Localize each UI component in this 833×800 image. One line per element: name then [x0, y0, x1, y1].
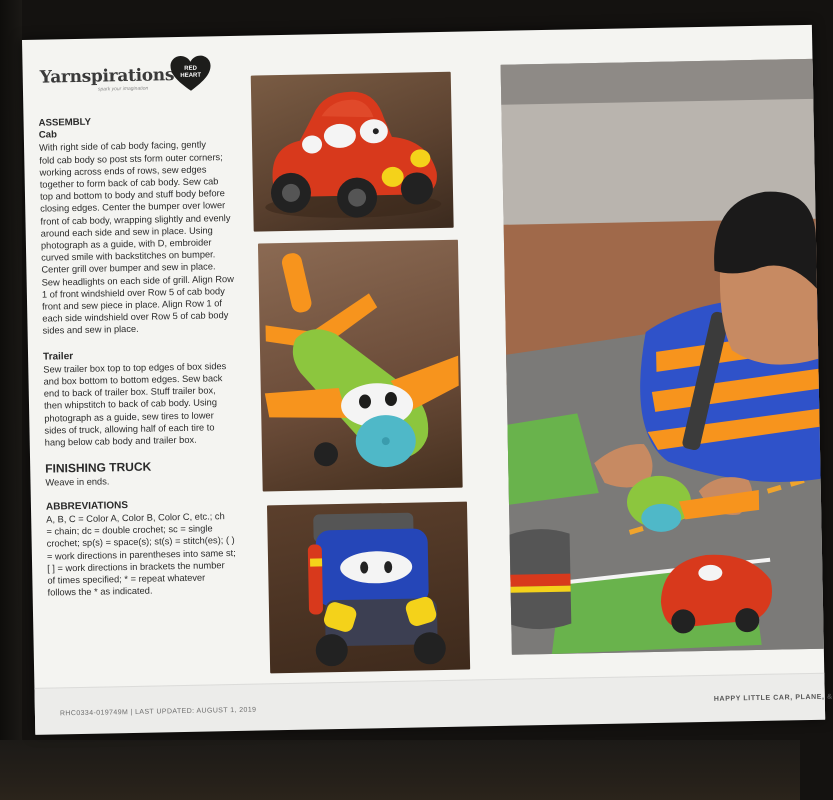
- pattern-title: HAPPY LITTLE CAR, PLANE, &: [713, 693, 833, 703]
- finishing-heading: FINISHING TRUCK: [45, 459, 152, 476]
- trailer-instructions: [43, 359, 257, 448]
- text-line: 1 of front windshield over Row 5 of cab body: [41, 285, 225, 300]
- text-line: hang below cab body and trailer box.: [44, 434, 197, 448]
- screen-bezel-left: [0, 0, 22, 800]
- text-line: of times specified; * = repeat whatever: [47, 572, 206, 586]
- text-line: working across ends of rows, sew edges: [39, 164, 207, 178]
- instructions-column: [38, 114, 259, 599]
- text-line: With right side of cab body facing, gently: [38, 139, 207, 154]
- text-line: [ ] = work directions in brackets the number: [47, 559, 225, 574]
- finishing-text: Weave in ends.: [45, 476, 110, 489]
- photo-crochet-truck: [267, 502, 470, 674]
- text-line: crochet; sp(s) = space(s); st(s) = stitch(es); ( ): [46, 535, 235, 549]
- text-line: fold cab body so post sts form outer corners;: [39, 151, 223, 166]
- text-line: photograph as a guide, with D, embroider: [40, 237, 212, 251]
- photo-child-playing: [501, 59, 824, 655]
- text-line: end to back of trailer box. Stuff trailer box,: [43, 385, 216, 399]
- text-line: Sew headlights on each side of grill. Align Row: [41, 273, 234, 288]
- text-line: front and sew piece in place. Align Row 1 of: [42, 298, 223, 312]
- yarnspirations-logo: [39, 65, 181, 93]
- cab-heading: Cab: [38, 129, 58, 141]
- pattern-code: RHC0334-019749M | LAST UPDATED: AUGUST 1, 2019: [59, 706, 257, 718]
- text-line: = work directions in parentheses into same st;: [46, 547, 236, 562]
- photo-crochet-plane: [258, 240, 463, 492]
- assembly-heading: ASSEMBLY: [38, 116, 92, 129]
- text-line: sides and sew in place.: [42, 324, 139, 337]
- text-line: photograph as a guide, sew tires to lower: [44, 410, 214, 424]
- photo-crochet-car: [251, 72, 454, 232]
- text-line: together to form back of cab body. Sew cab: [39, 176, 219, 190]
- text-line: and box bottom to bottom edges. Sew back: [43, 373, 223, 387]
- text-line: Center grill over bumper and sew in place.: [41, 261, 216, 276]
- red-heart-logo-icon: [168, 54, 213, 93]
- text-line: sides of truck, allowing half of each tire to: [44, 422, 215, 436]
- brand-tagline: spark your imagination: [97, 85, 149, 93]
- text-line: around each side and sew in place. Using: [40, 225, 213, 239]
- trailer-heading: Trailer: [42, 350, 74, 363]
- text-line: closing edges. Center the bumper over lower: [40, 200, 226, 215]
- text-line: curved smile with backstitches on bumper.: [41, 249, 216, 263]
- page-footer: [34, 673, 833, 735]
- text-line: each side windshield over Row 5 of cab body: [42, 310, 229, 324]
- desk-surface: [0, 740, 800, 800]
- text-line: top and bottom to body and stuff body before: [39, 188, 225, 202]
- text-line: front of cab body, wrapping slightly and evenly: [40, 212, 231, 227]
- svg-text:RED: RED: [184, 65, 197, 72]
- svg-text:HEART: HEART: [180, 72, 202, 79]
- text-line: A, B, C = Color A, Color B, Color C, etc.; ch: [46, 511, 225, 525]
- text-line: Sew trailer box top to top edges of box sides: [43, 360, 227, 375]
- pattern-page: [22, 25, 833, 734]
- brand-name: Yarnspirations: [39, 65, 175, 88]
- text-line: follows the * as indicated.: [47, 585, 153, 598]
- text-line: then whipstitch to back of cab body. Using: [43, 397, 218, 412]
- abbreviations-list: [46, 509, 260, 598]
- cab-instructions: [39, 138, 255, 337]
- text-line: = chain; dc = double crochet; sc = single: [46, 523, 213, 537]
- abbreviations-heading: ABBREVIATIONS: [45, 499, 129, 513]
